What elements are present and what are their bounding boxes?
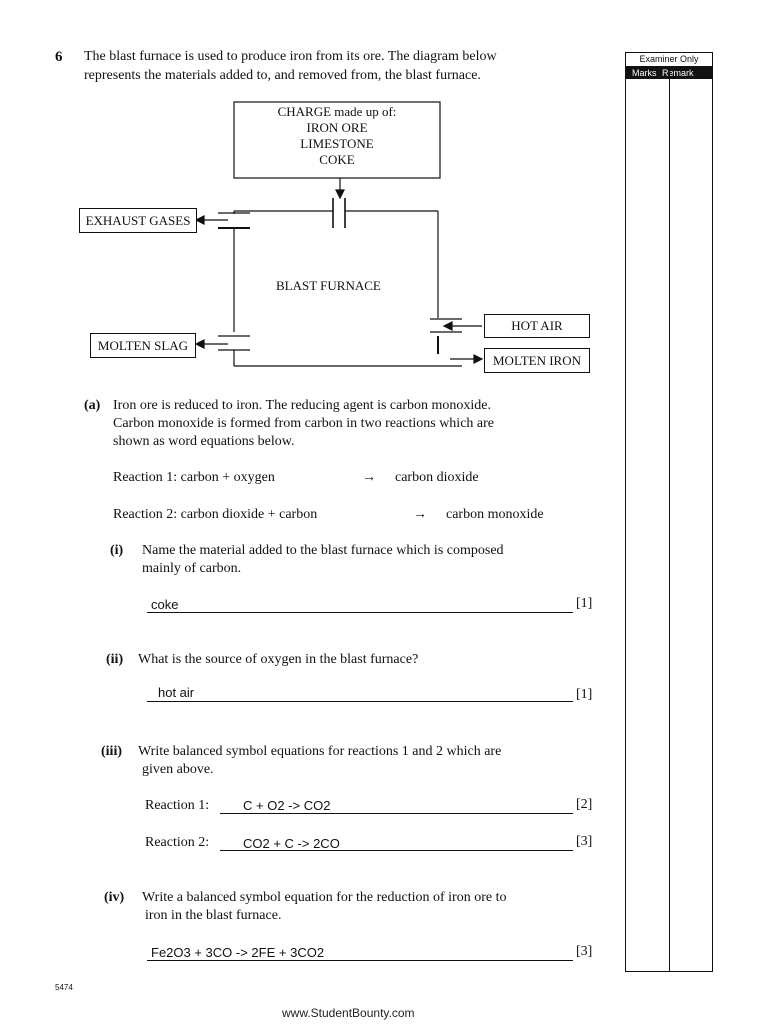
paper-code: 5474 <box>55 983 73 992</box>
q-ii-answer[interactable]: hot air <box>158 685 195 700</box>
q-iii-line1: Write balanced symbol equations for reactions 1 and 2 which are <box>138 744 502 759</box>
question-number: 6 <box>55 49 63 65</box>
molten-iron-box: MOLTEN IRON <box>484 348 590 373</box>
q-iii-r2-label: Reaction 2: <box>145 835 210 850</box>
question-intro-line2: represents the materials added to, and removed from, the blast furnace. <box>84 68 481 83</box>
molten-slag-box: MOLTEN SLAG <box>90 333 196 358</box>
part-a-line1: Iron ore is reduced to iron. The reducing agent is carbon monoxide. <box>113 398 492 413</box>
q-iv-label: (iv) <box>104 890 125 905</box>
exhaust-gases-box: EXHAUST GASES <box>79 208 197 233</box>
q-iv-line2: iron in the blast furnace. <box>145 908 282 923</box>
q-i-marks: [1] <box>576 596 593 611</box>
reaction1-left: Reaction 1: carbon + oxygen <box>113 470 275 485</box>
blast-furnace-label: BLAST FURNACE <box>276 278 381 293</box>
q-ii-answer-line <box>147 701 573 702</box>
charge-text <box>234 104 440 168</box>
part-a-label: (a) <box>84 398 101 413</box>
q-ii-label: (ii) <box>106 652 124 667</box>
q-ii-line1: What is the source of oxygen in the blast furnace? <box>138 652 419 667</box>
q-iii-r1-marks: [2] <box>576 797 593 812</box>
charge-coke: COKE <box>319 152 355 167</box>
reaction1-arrow: → <box>362 470 376 485</box>
q-iv-answer[interactable]: Fe2O3 + 3CO -> 2FE + 3CO2 <box>151 945 325 960</box>
footer-site[interactable]: www.StudentBounty.com <box>282 1006 415 1020</box>
q-iv-line1: Write a balanced symbol equation for the reduction of iron ore to <box>142 890 507 905</box>
remark-label: Remark <box>662 68 694 78</box>
q-i-line1: Name the material added to the blast furnace which is composed <box>142 543 504 558</box>
question-intro-line1: The blast furnace is used to produce iron from its ore. The diagram below <box>84 49 497 64</box>
charge-title: CHARGE made up of: <box>277 104 397 119</box>
q-iii-r1-label: Reaction 1: <box>145 798 210 813</box>
q-i-label: (i) <box>110 543 124 558</box>
q-ii-marks: [1] <box>576 687 593 702</box>
part-a-line3: shown as word equations below. <box>113 434 295 449</box>
reaction2-right: carbon monoxide <box>446 507 544 522</box>
q-iii-line2: given above. <box>142 762 214 777</box>
marks-label: Marks <box>632 68 657 78</box>
hot-air-box: HOT AIR <box>484 314 590 338</box>
q-iv-marks: [3] <box>576 944 593 959</box>
reaction2-left: Reaction 2: carbon dioxide + carbon <box>113 507 318 522</box>
charge-iron-ore: IRON ORE <box>306 120 368 135</box>
q-iii-label: (iii) <box>101 744 122 759</box>
examiner-header: Examiner Only <box>626 53 712 67</box>
q-iii-r1-answer[interactable]: C + O2 -> CO2 <box>243 798 331 813</box>
q-i-line2: mainly of carbon. <box>142 561 242 576</box>
q-i-answer-line <box>147 612 573 613</box>
charge-limestone: LIMESTONE <box>300 136 374 151</box>
q-iii-r2-answer[interactable]: CO2 + C -> 2CO <box>243 836 340 851</box>
q-i-answer[interactable]: coke <box>151 597 179 612</box>
part-a-line2: Carbon monoxide is formed from carbon in two reactions which are <box>113 416 495 431</box>
reaction1-right: carbon dioxide <box>395 470 479 485</box>
q-iii-r2-line <box>220 850 573 851</box>
q-iii-r1-line <box>220 813 573 814</box>
q-iii-r2-marks: [3] <box>576 834 593 849</box>
q-iv-answer-line <box>147 960 573 961</box>
reaction2-arrow: → <box>413 507 427 522</box>
